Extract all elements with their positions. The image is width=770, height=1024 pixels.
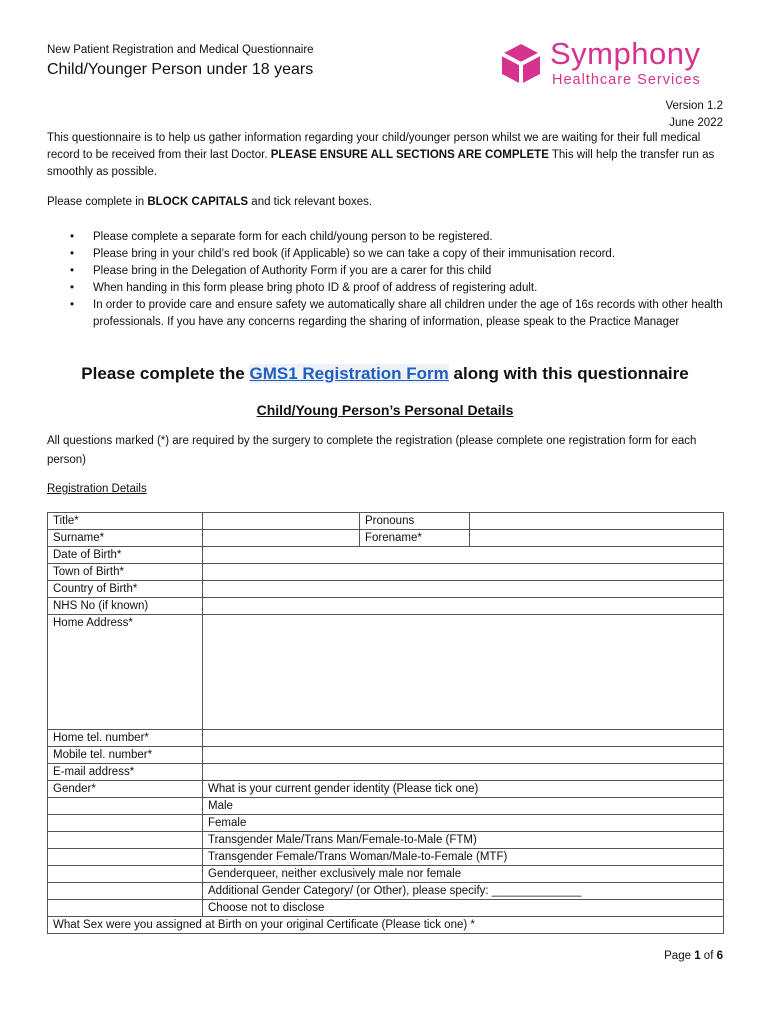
gender-tick-box[interactable]	[48, 883, 203, 900]
gender-tick-box[interactable]	[48, 815, 203, 832]
table-row	[48, 547, 724, 564]
version-block	[665, 98, 723, 132]
gms1-form-link[interactable]: GMS1 Registration Form	[249, 364, 449, 383]
table-row	[48, 798, 724, 815]
gender-tick-box[interactable]	[48, 832, 203, 849]
page-number: Page 1 of 6	[664, 950, 723, 962]
forename-label: Forename*	[360, 530, 470, 547]
dob-label: Date of Birth*	[48, 547, 203, 564]
logo-name: Symphony	[550, 36, 701, 71]
dob-field[interactable]	[203, 547, 724, 564]
home-tel-field[interactable]	[203, 730, 724, 747]
town-of-birth-label: Town of Birth*	[48, 564, 203, 581]
table-row	[48, 581, 724, 598]
list-item: • When handing in this form please bring photo ID & proof of address of registering adult.	[70, 280, 730, 297]
table-row	[48, 883, 724, 900]
home-tel-label: Home tel. number*	[48, 730, 203, 747]
section-title: Child/Young Person’s Personal Details	[256, 402, 514, 418]
required-note: All questions marked (*) are required by the surgery to complete the registration (please complete one registration form for each person)	[47, 435, 697, 466]
gms1-heading: Please complete the GMS1 Registration Form along with this questionnaire	[81, 364, 689, 383]
table-row	[48, 747, 724, 764]
title-field[interactable]	[203, 513, 360, 530]
instruction-bullets	[70, 229, 730, 331]
list-item: • In order to provide care and ensure safety we automatically share all children under the age of 16s records with other health professionals. If you have any concerns regarding the sharing of information, please speak to the Practice Manager	[70, 297, 730, 331]
gender-tick-box[interactable]	[48, 900, 203, 917]
country-of-birth-field[interactable]	[203, 581, 724, 598]
gender-option-trans-male: Transgender Male/Trans Man/Female-to-Male (FTM)	[203, 832, 724, 849]
table-row	[48, 900, 724, 917]
email-field[interactable]	[203, 764, 724, 781]
table-row	[48, 564, 724, 581]
list-item: • Please bring in the Delegation of Authority Form if you are a carer for this child	[70, 263, 730, 280]
table-row	[48, 866, 724, 883]
table-row	[48, 615, 724, 730]
registration-table	[47, 512, 724, 934]
table-row	[48, 764, 724, 781]
table-row	[48, 730, 724, 747]
gender-option-not-disclose: Choose not to disclose	[203, 900, 724, 917]
mobile-tel-field[interactable]	[203, 747, 724, 764]
nhs-number-label: NHS No (if known)	[48, 598, 203, 615]
version-date: June 2022	[669, 117, 723, 129]
gender-tick-box[interactable]	[48, 866, 203, 883]
pronouns-field[interactable]	[470, 513, 724, 530]
table-row	[48, 781, 724, 798]
gender-question: What is your current gender identity (Please tick one)	[203, 781, 724, 798]
gender-option-genderqueer: Genderqueer, neither exclusively male nor female	[203, 866, 724, 883]
table-row	[48, 530, 724, 547]
nhs-number-field[interactable]	[203, 598, 724, 615]
instruction-line: Please complete in BLOCK CAPITALS and tick relevant boxes.	[47, 196, 373, 208]
home-address-label: Home Address*	[48, 615, 203, 730]
document-title: Child/Younger Person under 18 years	[47, 61, 314, 78]
gender-option-female: Female	[203, 815, 724, 832]
sex-at-birth-question: What Sex were you assigned at Birth on your original Certificate (Please tick one) *	[48, 917, 724, 934]
country-of-birth-label: Country of Birth*	[48, 581, 203, 598]
gender-option-trans-female: Transgender Female/Trans Woman/Male-to-Female (MTF)	[203, 849, 724, 866]
list-item: • Please complete a separate form for each child/young person to be registered.	[70, 229, 730, 246]
mobile-tel-label: Mobile tel. number*	[48, 747, 203, 764]
intro-emphasis: PLEASE ENSURE ALL SECTIONS ARE COMPLETE	[270, 149, 549, 161]
table-row	[48, 832, 724, 849]
table-row	[48, 598, 724, 615]
registration-details-label: Registration Details	[47, 483, 147, 495]
table-row	[48, 849, 724, 866]
home-address-field[interactable]	[203, 615, 724, 730]
gender-label: Gender*	[48, 781, 203, 798]
instruction-emphasis: BLOCK CAPITALS	[147, 196, 249, 208]
logo-mark-icon	[498, 42, 544, 86]
town-of-birth-field[interactable]	[203, 564, 724, 581]
company-logo	[498, 36, 728, 90]
list-item: • Please bring in your child’s red book (if Applicable) so we can take a copy of their immunisation record.	[70, 246, 730, 263]
surname-field[interactable]	[203, 530, 360, 547]
gender-option-other: Additional Gender Category/ (or Other), please specify: ______________	[203, 883, 724, 900]
gender-option-male: Male	[203, 798, 724, 815]
pronouns-label: Pronouns	[360, 513, 470, 530]
table-row	[48, 513, 724, 530]
logo-subtitle: Healthcare Services	[552, 72, 701, 88]
gender-tick-box[interactable]	[48, 849, 203, 866]
forename-field[interactable]	[470, 530, 724, 547]
document-subtitle: New Patient Registration and Medical Questionnaire	[47, 44, 314, 56]
table-row	[48, 917, 724, 934]
intro-paragraph: This questionnaire is to help us gather information regarding your child/younger person whilst we are waiting for their full medical record to be received from their last Doctor. PLEASE ENSURE ALL SECTIONS ARE COMPLETE This will help the transfer run as smoothly as possible.	[47, 132, 715, 178]
surname-label: Surname*	[48, 530, 203, 547]
table-row	[48, 815, 724, 832]
email-label: E-mail address*	[48, 764, 203, 781]
title-label: Title*	[48, 513, 203, 530]
version-number: Version 1.2	[665, 100, 723, 112]
gender-tick-box[interactable]	[48, 798, 203, 815]
